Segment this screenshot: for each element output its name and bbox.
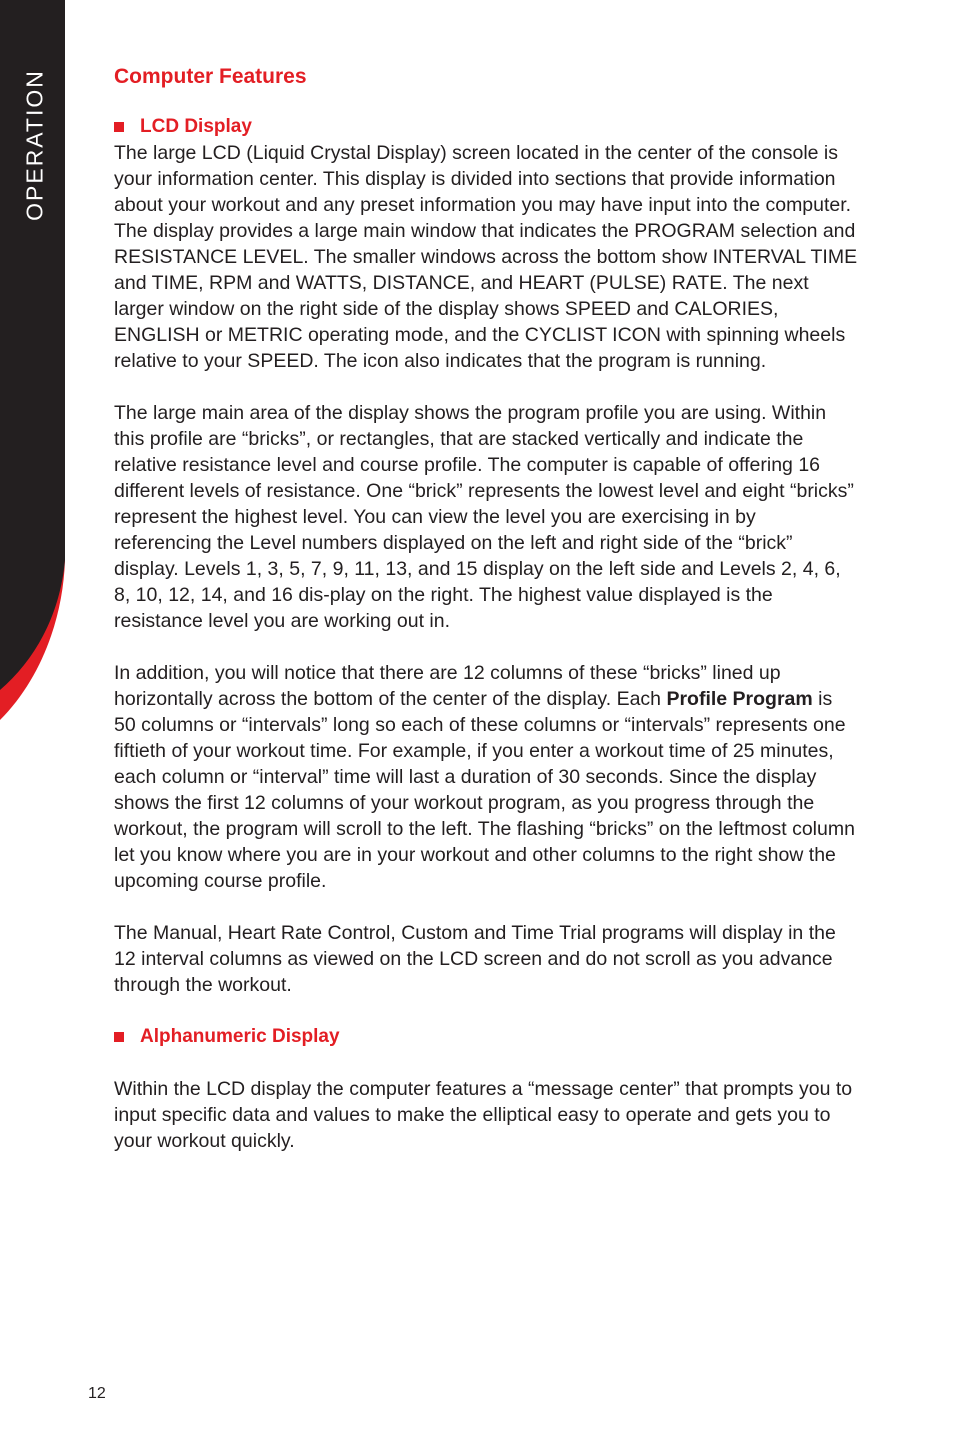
- square-bullet-icon: [114, 1032, 124, 1042]
- side-tab-label: OPERATION: [21, 69, 48, 221]
- alphanumeric-display-heading: [114, 1024, 858, 1050]
- page-number: 12: [88, 1385, 106, 1402]
- lcd-paragraph-3-intro: In addition, you will notice that there are 12 columns of these “bricks” lined up horizontally across the bottom of the center of the display. Each: [114, 662, 781, 710]
- profile-program-term: Profile Program: [666, 688, 813, 710]
- lcd-paragraph-2: The large main area of the display shows the program profile you are using. Within this profile are “bricks”, or rectangles, that are stacked vertically and indicate the relative resistance level and course profile. The computer is capable of offering 16 different levels of resistance. One “brick” represents the lowest level and eight “bricks” represent the highest level. You can view the level you are exercising in by referencing the Level numbers displayed on the left and right side of the “brick” display. Levels 1, 3, 5, 7, 9, 11, 13, and 15 display on the left side and Levels 2, 4, 6, 8, 10, 12, 14, and 16 dis-play on the right. The highest value displayed is the resistance level you are working out in.: [114, 402, 854, 632]
- lcd-paragraph-1: The large LCD (Liquid Crystal Display) screen located in the center of the console is your information center. This display is divided into sections that provide information about your workout and any preset information you may have input into the computer. The display provides a large main window that indicates the PROGRAM selection and RESISTANCE LEVEL. The smaller windows across the bottom show INTERVAL TIME and TIME, RPM and WATTS, DISTANCE, and HEART (PULSE) RATE. The next larger window on the right side of the display shows SPEED and CALORIES, ENGLISH or METRIC operating mode, and the CYCLIST ICON with spinning wheels relative to your SPEED. The icon also indicates that the program is running.: [114, 142, 858, 372]
- alphanumeric-paragraph: Within the LCD display the computer features a “message center” that prompts you to input specific data and values to make the elliptical easy to operate and gets you to your workout quickly.: [114, 1078, 853, 1152]
- lcd-paragraph-4: The Manual, Heart Rate Control, Custom and Time Trial programs will display in the 12 interval columns as viewed on the LCD screen and do not scroll as you advance through the workout.: [114, 922, 836, 996]
- square-bullet-icon: [114, 122, 124, 132]
- lcd-display-heading-text: LCD Display: [140, 116, 252, 137]
- lcd-paragraph-3-rest: is 50 columns or “intervals” long so each of these columns or “intervals” represents one fiftieth of your workout time. For example, if you enter a workout time of 25 minutes, each column or “interval” time will last a duration of 30 seconds. Since the display shows the first 12 columns of your workout program, as you progress through the workout, the program will scroll to the left. The flashing “bricks” on the leftmost column let you know where you are in your workout and other columns to the right show the upcoming course profile.: [114, 688, 855, 892]
- alphanumeric-display-heading-text: Alphanumeric Display: [140, 1026, 340, 1047]
- lcd-paragraph-3: [114, 660, 858, 894]
- page-title: Computer Features: [114, 65, 307, 88]
- lcd-display-heading: [114, 114, 858, 140]
- main-content: [114, 62, 858, 1180]
- operation-side-tab: [0, 0, 70, 730]
